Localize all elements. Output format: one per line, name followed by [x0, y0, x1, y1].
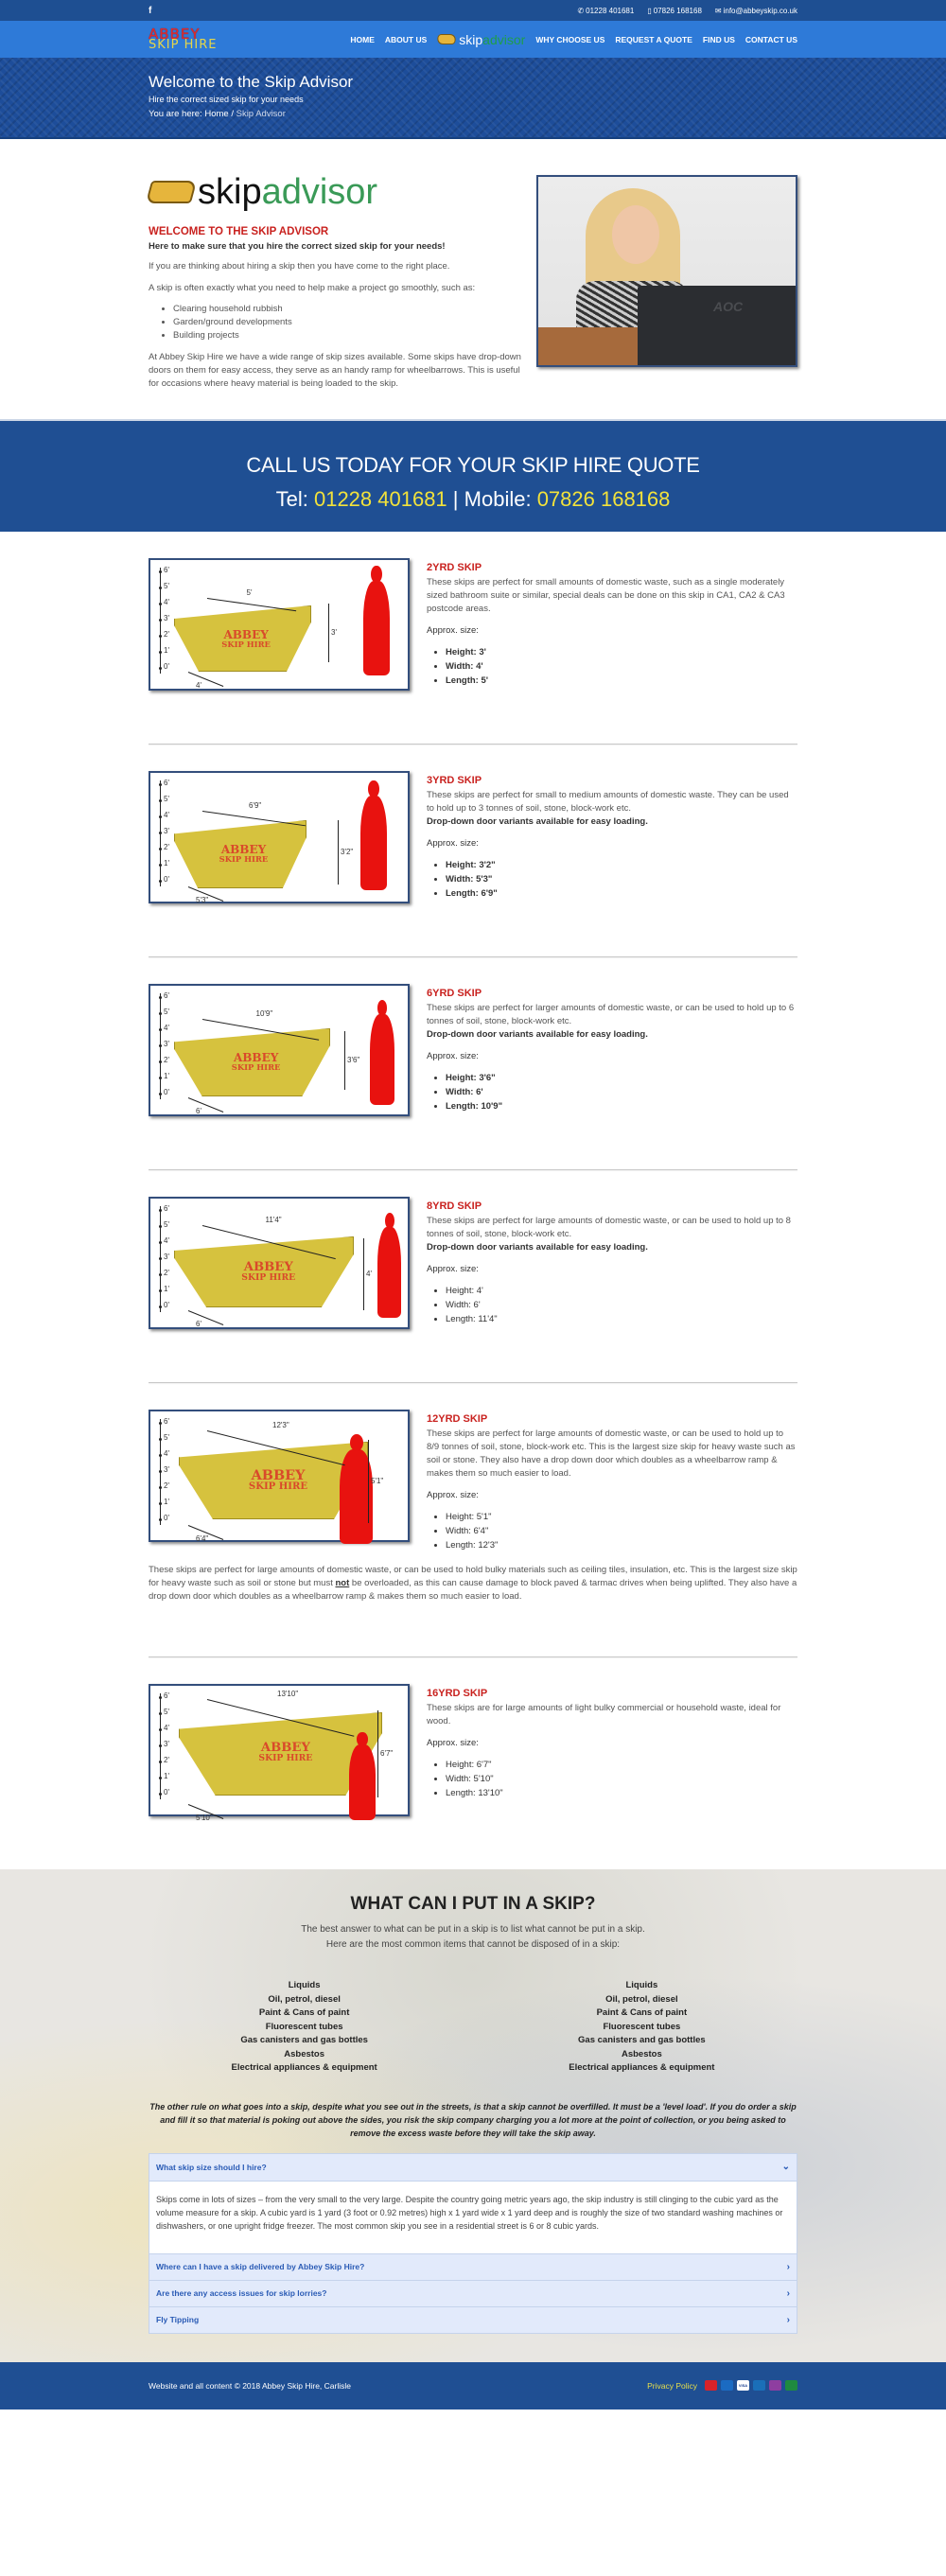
faq-accordion: [149, 2153, 797, 2334]
size-item: • Width: 6': [446, 1085, 797, 1099]
level-load-rule: The other rule on what goes into a skip, despite what you see out in the streets, is that a skip cannot be overfilled. It must be a 'level load'. If you do order a skip and fill it so that material is poking out above the sides, you risk the skip company charging you a lot more at the point of collection, or you being asked to remove the excess waste before they will take the skip away.: [149, 2101, 797, 2138]
scale-tick: 0': [159, 1301, 169, 1309]
skip-icon: [436, 34, 458, 44]
height-label: 6'7": [380, 1749, 394, 1758]
faq-answer: Skips come in lots of sizes – from the very small to the very large. Despite the country going metric years ago, the skip industry is still clinging to the cubic yard as the volume measure for a skip. A cubic yard is 1 yard (3 foot or 0.92 metres) high x 1 yard wide x 1 yard deep and is roughly the size of two standard washing machines or dishwashers, or one upright fridge freezer. The most common skip you see in a residential street is 6 or 8 cubic yards.: [149, 2181, 797, 2253]
nav-skip-advisor[interactable]: skip advisor: [437, 32, 525, 47]
scale-tick: 3': [159, 1465, 169, 1474]
skip-door-note: Drop-down door variants available for easy loading.: [427, 1029, 648, 1040]
scale-tick: 4': [159, 598, 169, 606]
breadcrumb-home[interactable]: Home: [204, 109, 229, 119]
skip-description: These skips are for large amounts of light bulky commercial or household waste, ideal for wood.: [427, 1703, 781, 1726]
length-arrow: [202, 811, 306, 826]
skip-details: [427, 1197, 797, 1329]
skip-illustration: [149, 1684, 410, 1822]
mobile-icon: ▯: [647, 6, 652, 15]
skip-details: [427, 558, 797, 691]
skip-card: [149, 532, 797, 691]
intro-section: [0, 139, 946, 419]
approx-size-label: Approx. size:: [427, 1490, 479, 1500]
staff-photo: [536, 175, 797, 367]
skip-brand-label: ABBEY SKIP HIRE: [231, 1051, 281, 1073]
size-item: • Height: 4': [446, 1284, 797, 1298]
approx-size-label: Approx. size:: [427, 838, 479, 849]
length-label: 5': [246, 588, 253, 597]
breadcrumb: You are here: Home / Skip Advisor: [149, 109, 286, 119]
length-arrow: [207, 598, 296, 611]
faq-question-text: Are there any access issues for skip lorries?: [156, 2288, 327, 2298]
skip-description: These skips are perfect for small amounts of domestic waste, such as a single moderately sized bathroom suite or similar, special deals can be done on this skip in CA1, CA2 & CA3 postcode areas.: [427, 577, 785, 614]
size-item: • Height: 5'1": [446, 1510, 797, 1524]
welcome-heading: WELCOME TO THE SKIP ADVISOR: [149, 226, 329, 237]
skip-brand-label: ABBEY SKIP HIRE: [258, 1740, 313, 1763]
prohibited-item: Gas canisters and gas bottles: [578, 2035, 706, 2045]
skip-card: [149, 1383, 797, 1552]
size-item: • Height: 3': [446, 645, 797, 659]
scale-tick: 6': [159, 1204, 169, 1213]
skip-illustration: [149, 771, 410, 903]
width-label: 5'10": [196, 1814, 213, 1822]
skip-brand-label: ABBEY SKIP HIRE: [241, 1260, 296, 1284]
visa-electron-icon: [753, 2380, 765, 2391]
height-arrow: [368, 1440, 369, 1523]
scale-tick: 5': [159, 1708, 169, 1716]
size-list: [446, 1071, 797, 1113]
skip-door-note: Drop-down door variants available for easy loading.: [427, 1242, 648, 1253]
size-item: • Width: 6': [446, 1298, 797, 1312]
height-label: 4': [366, 1270, 372, 1278]
copyright: Website and all content © 2018 Abbey Skip Hire, Carlisle: [149, 2380, 351, 2391]
intro-paragraph: If you are thinking about hiring a skip then you have come to the right place.: [149, 261, 450, 272]
nav-about-us[interactable]: ABOUT US: [384, 34, 428, 44]
size-item: • Length: 12'3": [446, 1538, 797, 1552]
prohibited-item: Paint & Cans of paint: [596, 2007, 688, 2018]
nav-menu: [350, 32, 797, 47]
chevron-down-icon: ⌄: [781, 2162, 790, 2172]
skip-title: 2YRD SKIP: [427, 562, 482, 573]
height-label: 3'6": [347, 1056, 360, 1064]
nav-home[interactable]: HOME: [350, 34, 375, 44]
prohibited-items: [149, 1979, 797, 2076]
email-link[interactable]: ✉ info@abbeyskip.co.uk: [714, 6, 797, 15]
maestro-icon: [721, 2380, 733, 2391]
size-item: • Width: 5'10": [446, 1772, 797, 1786]
size-item: • Height: 3'2": [446, 858, 797, 872]
skip-card: [149, 745, 797, 903]
skip-illustration: [149, 1197, 410, 1329]
skip-title: 8YRD SKIP: [427, 1200, 482, 1212]
chevron-right-icon: ›: [786, 2287, 790, 2299]
size-item: • Width: 6'4": [446, 1524, 797, 1538]
scale-tick: 1': [159, 1072, 169, 1080]
scale-tick: 6': [159, 779, 169, 787]
nav-contact-us[interactable]: CONTACT US: [745, 34, 797, 44]
size-list: [446, 645, 797, 688]
skip-icon: [146, 181, 197, 203]
prohibited-item: Fluorescent tubes: [603, 2021, 681, 2032]
skip-illustration: [149, 984, 410, 1116]
skip-card: [149, 1657, 797, 1822]
faq-question-text: What skip size should I hire?: [156, 2162, 267, 2172]
mobile-link[interactable]: ▯ 07826 168168: [647, 6, 702, 15]
envelope-icon: ✉: [714, 6, 722, 15]
scale-tick: 4': [159, 1449, 169, 1458]
length-label: 11'4": [265, 1216, 282, 1224]
skip-illustration: [149, 558, 410, 691]
list-item: • Building projects: [173, 329, 527, 342]
size-item: • Length: 5': [446, 674, 797, 688]
person-silhouette: [349, 1744, 376, 1820]
scale-tick: 5': [159, 1220, 169, 1229]
scale-tick: 4': [159, 1024, 169, 1032]
size-item: • Length: 11'4": [446, 1312, 797, 1326]
project-list: [173, 303, 527, 342]
approx-size-label: Approx. size:: [427, 625, 479, 636]
cta-tel-link[interactable]: 01228 401681: [313, 487, 447, 511]
skip-brand-label: ABBEY SKIP HIRE: [221, 627, 271, 649]
phone-icon: ✆: [577, 6, 585, 15]
prohibited-item: Fluorescent tubes: [265, 2021, 343, 2032]
cta-phones: Tel: 01228 401681 | Mobile: 07826 168168: [275, 487, 671, 511]
skip-details: [427, 984, 797, 1116]
skip-description: These skips are perfect for large amounts of domestic waste, or can be used to hold up to 8 tonnes of soil, stone, block-work etc. Drop-down door variants available for easy loading.: [427, 1216, 791, 1253]
cta-mobile-link[interactable]: 07826 168168: [536, 487, 671, 511]
size-item: • Width: 5'3": [446, 872, 797, 886]
width-label: 4': [196, 681, 201, 690]
skip-card: [149, 1170, 797, 1329]
height-arrow: [338, 820, 339, 885]
section-heading: WHAT CAN I PUT IN A SKIP?: [350, 1894, 596, 1914]
width-arrow: [188, 672, 223, 687]
faq-question[interactable]: [149, 2306, 797, 2333]
breadcrumb-current: Skip Advisor: [236, 109, 286, 119]
height-arrow: [377, 1710, 378, 1797]
main-nav: [0, 21, 946, 58]
mastercard-icon: [705, 2380, 717, 2391]
width-label: 6'4": [196, 1534, 209, 1543]
scale-tick: 3': [159, 827, 169, 835]
intro-paragraph: At Abbey Skip Hire we have a wide range of skip sizes available. Some skips have drop-down doors on them for easy access, they serve as an handy ramp for wheelbarrows. This is useful for occasions where heavy material is being loaded to the skip.: [149, 352, 521, 389]
height-arrow: [363, 1238, 364, 1310]
prohibited-list-right: [486, 1979, 797, 2076]
approx-size-label: Approx. size:: [427, 1051, 479, 1061]
scale-tick: 0': [159, 875, 169, 884]
size-item: • Width: 4': [446, 659, 797, 674]
prohibited-item: Asbestos: [621, 2048, 662, 2059]
scale-tick: 2': [159, 1269, 169, 1277]
faq-question-text: Fly Tipping: [156, 2315, 200, 2324]
faq-question[interactable]: [149, 2280, 797, 2306]
list-item: • Garden/ground developments: [173, 316, 527, 329]
scale-tick: 4': [159, 1236, 169, 1245]
prohibited-item: Electrical appliances & equipment: [231, 2062, 377, 2073]
what-can-i-put-section: [0, 1869, 946, 2362]
scale-tick: 1': [159, 1285, 169, 1293]
scale-tick: 2': [159, 1481, 169, 1490]
scale-tick: 6': [159, 566, 169, 574]
skip-details: [427, 1684, 797, 1816]
prohibited-item: Oil, petrol, diesel: [268, 1993, 341, 2005]
scale-tick: 5': [159, 1008, 169, 1016]
scale-tick: 5': [159, 582, 169, 590]
skip-advisor-logo: skip advisor: [149, 171, 527, 213]
width-label: 6': [196, 1320, 201, 1328]
skip-brand-label: ABBEY SKIP HIRE: [248, 1466, 308, 1493]
scale-tick: 6': [159, 1691, 169, 1700]
scale-tick: 1': [159, 1772, 169, 1780]
scale-tick: 6': [159, 991, 169, 1000]
scale-tick: 1': [159, 646, 169, 655]
prohibited-list-left: [149, 1979, 460, 2076]
skip-door-note: Drop-down door variants available for easy loading.: [427, 816, 648, 827]
faq-question[interactable]: [149, 2253, 797, 2280]
scale-tick: 2': [159, 843, 169, 851]
size-item: • Length: 6'9": [446, 886, 797, 901]
scale-tick: 6': [159, 1417, 169, 1426]
width-label: 5'3": [196, 896, 209, 904]
nav-find-us[interactable]: FIND US: [702, 34, 735, 44]
skip-title: 6YRD SKIP: [427, 988, 482, 999]
person-silhouette: [363, 581, 390, 675]
facebook-icon[interactable]: f: [149, 5, 152, 16]
chevron-right-icon: ›: [786, 2314, 790, 2325]
scale-tick: 0': [159, 662, 169, 671]
scale-tick: 2': [159, 630, 169, 639]
size-list: [446, 1510, 797, 1552]
cta-heading: CALL US TODAY FOR YOUR SKIP HIRE QUOTE: [246, 453, 700, 477]
scale-tick: 0': [159, 1788, 169, 1796]
top-contacts: [577, 7, 797, 15]
prohibited-item: Liquids: [288, 1980, 321, 1990]
size-item: • Height: 3'6": [446, 1071, 797, 1085]
prohibited-item: Oil, petrol, diesel: [605, 1993, 678, 2005]
welcome-tagline: Here to make sure that you hire the correct sized skip for your needs!: [149, 241, 446, 252]
skip-illustration: [149, 1410, 410, 1542]
skip-card: [149, 957, 797, 1116]
person-silhouette: [370, 1014, 394, 1105]
skip-list: [149, 532, 797, 1822]
nav-request-a-quote[interactable]: REQUEST A QUOTE: [615, 34, 692, 44]
person-silhouette: [377, 1227, 401, 1318]
monitor-image: AOC: [638, 286, 797, 367]
height-arrow: [328, 604, 329, 662]
solo-icon: [769, 2380, 781, 2391]
scale-tick: 1': [159, 859, 169, 867]
skip-details: [427, 1410, 797, 1552]
footer: [0, 2362, 946, 2410]
scale-tick: 2': [159, 1756, 169, 1764]
person-silhouette: [360, 796, 387, 890]
call-to-action: [0, 419, 946, 532]
length-label: 6'9": [249, 801, 262, 810]
length-label: 10'9": [255, 1009, 273, 1018]
section-lead: The best answer to what can be put in a skip is to list what cannot be put in a skip. Here are the most common items that cannot be disposed of in a skip:: [301, 1924, 645, 1950]
scale-tick: 3': [159, 614, 169, 622]
skip-description: These skips are perfect for large amounts of domestic waste, or can be used to hold up to 8/9 tonnes of soil, stone, block-work etc. This is the largest size skip for heavy waste such as soil or stone. They also have a drop down door which doubles as a wheelbarrow ramp & makes them so much easier to load.: [427, 1428, 796, 1479]
scale-tick: 5': [159, 795, 169, 803]
skip-title: 12YRD SKIP: [427, 1413, 488, 1425]
approx-size-label: Approx. size:: [427, 1738, 479, 1748]
scale-tick: 3': [159, 1740, 169, 1748]
skip-extra-note: These skips are perfect for large amounts of domestic waste, or can be used to hold bulky materials such as ceiling tiles, insulation, etc. This is the largest size skip for heavy waste such as soil or stone but must not be overloaded, as this can cause damage to block paved & tarmac drives when being uplifted. They also have a drop down door which doubles as a wheelbarrow ramp & makes them so much easier to load.: [149, 1565, 797, 1602]
prohibited-item: Liquids: [625, 1980, 658, 1990]
nav-why-choose-us[interactable]: WHY CHOOSE US: [535, 34, 605, 44]
size-list: [446, 1758, 797, 1800]
height-label: 3': [331, 628, 337, 637]
intro-paragraph: A skip is often exactly what you need to help make a project go smoothly, such as:: [149, 283, 476, 293]
scale-tick: 5': [159, 1433, 169, 1442]
size-item: • Length: 10'9": [446, 1099, 797, 1113]
faq-question-text: Where can I have a skip delivered by Abbey Skip Hire?: [156, 2262, 365, 2271]
size-item: • Length: 13'10": [446, 1786, 797, 1800]
skip-brand-label: ABBEY SKIP HIRE: [219, 843, 269, 865]
width-label: 6': [196, 1107, 201, 1115]
top-bar: [0, 0, 946, 21]
scale-tick: 1': [159, 1498, 169, 1506]
length-label: 12'3": [272, 1421, 289, 1429]
prohibited-item: Paint & Cans of paint: [258, 2007, 350, 2018]
width-arrow: [188, 1097, 223, 1113]
skip-title: 16YRD SKIP: [427, 1688, 488, 1699]
jcb-icon: [785, 2380, 797, 2391]
scale-tick: 3': [159, 1040, 169, 1048]
list-item: • Clearing household rubbish: [173, 303, 527, 316]
privacy-policy-link[interactable]: Privacy Policy: [647, 2380, 697, 2391]
size-list: [446, 858, 797, 901]
scale-tick: 0': [159, 1514, 169, 1522]
scale-tick: 3': [159, 1253, 169, 1261]
site-logo[interactable]: ABBEY SKIP HIRE: [149, 25, 218, 52]
size-list: [446, 1284, 797, 1326]
page-banner: [0, 58, 946, 139]
skip-title: 3YRD SKIP: [427, 775, 482, 786]
height-label: 3'2": [341, 848, 354, 856]
length-label: 13'10": [277, 1690, 299, 1698]
height-label: 5'1": [371, 1477, 384, 1485]
scale-tick: 4': [159, 811, 169, 819]
scale-tick: 0': [159, 1088, 169, 1096]
skip-description: These skips are perfect for larger amounts of domestic waste, or can be used to hold up to 6 tonnes of soil, stone, block-work etc. Drop-down door variants available for easy loading.: [427, 1003, 795, 1040]
visa-icon: VISA: [737, 2380, 749, 2391]
size-item: • Height: 6'7": [446, 1758, 797, 1772]
faq-question[interactable]: [149, 2154, 797, 2181]
phone-link[interactable]: ✆ 01228 401681: [577, 6, 635, 15]
page-subtitle: Hire the correct sized skip for your needs: [149, 95, 304, 104]
page-title: Welcome to the Skip Advisor: [149, 73, 354, 91]
approx-size-label: Approx. size:: [427, 1264, 479, 1274]
chevron-right-icon: ›: [786, 2261, 790, 2272]
prohibited-item: Gas canisters and gas bottles: [240, 2035, 368, 2045]
scale-tick: 4': [159, 1724, 169, 1732]
width-arrow: [188, 1310, 223, 1325]
skip-details: [427, 771, 797, 903]
prohibited-item: Electrical appliances & equipment: [569, 2062, 715, 2073]
skip-description: These skips are perfect for small to medium amounts of domestic waste. They can be used to hold up to 3 tonnes of soil, stone, block-work etc. Drop-down door variants available for easy loading.: [427, 790, 789, 827]
prohibited-item: Asbestos: [284, 2048, 325, 2059]
height-arrow: [344, 1031, 345, 1090]
scale-tick: 2': [159, 1056, 169, 1064]
